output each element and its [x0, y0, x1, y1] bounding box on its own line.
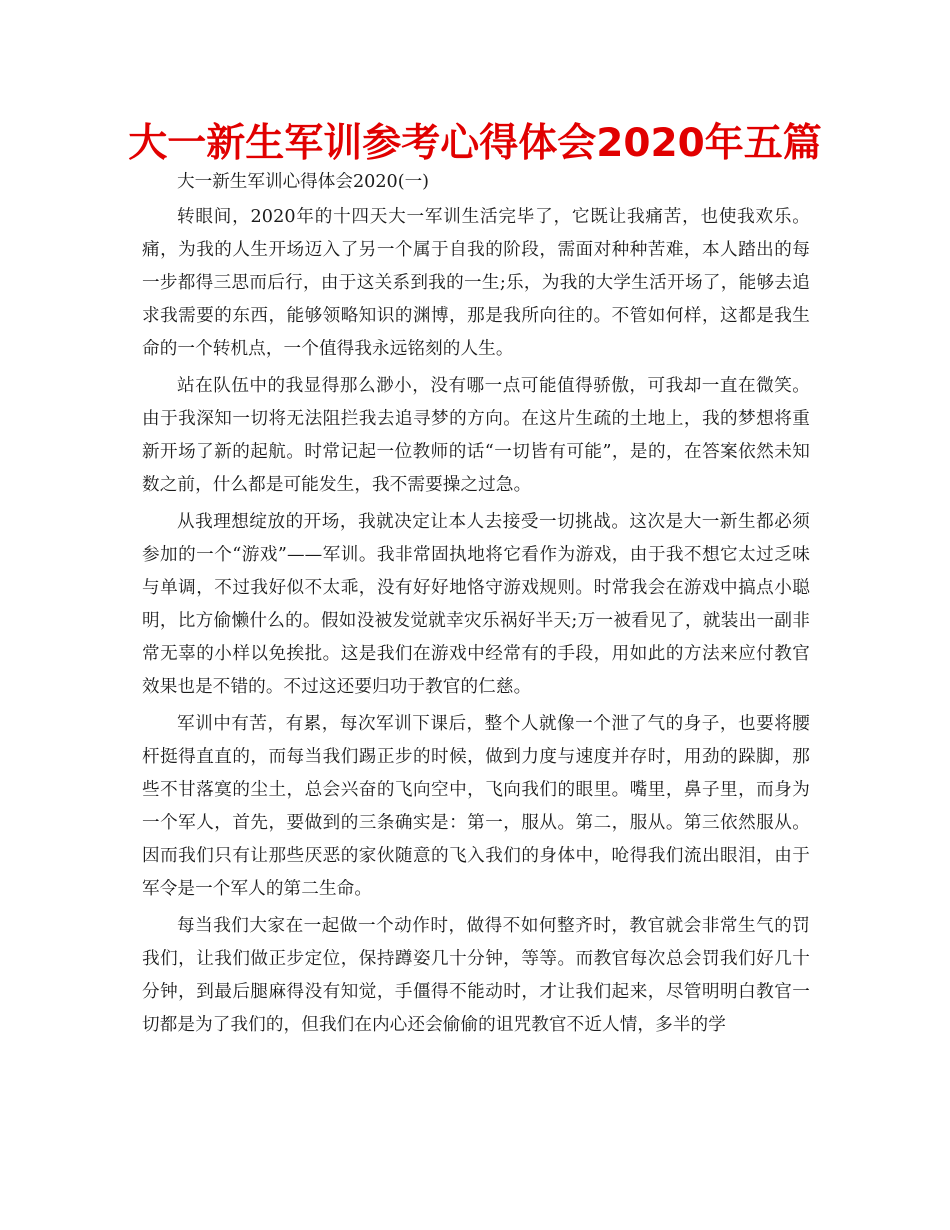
document-body — [142, 168, 810, 1042]
paragraph: 每当我们大家在一起做一个动作时，做得不如何整齐时，教官就会非常生气的罚我们，让我们做正步定位，保持蹲姿几十分钟，等等。而教官每次总会罚我们好几十分钟，到最后腿麻得没有知觉，手僵得不能动时，才让我们起来，尽管明明白教官一切都是为了我们的，但我们在内心还会偷偷的诅咒教官不近人情，多半的学 — [142, 916, 810, 1035]
section-heading: 大一新生军训心得体会2020(一) — [177, 172, 430, 192]
paragraph: 从我理想绽放的开场，我就决定让本人去接受一切挑战。这次是大一新生都必须参加的一个“游戏”——军训。我非常固执地将它看作为游戏，由于我不想它太过乏味与单调，不过我好似不太乖，没有好好地恪守游戏规则。时常我会在游戏中搞点小聪明，比方偷懒什么的。假如没被发觉就幸灾乐祸好半天;万一被看见了，就装出一副非常无辜的小样以免挨批。这是我们在游戏中经常有的手段，用如此的方法来应付教官效果也是不错的。不过这还要归功于教官的仁慈。 — [142, 512, 810, 697]
paragraph: 转眼间，2020年的十四天大一军训生活完毕了，它既让我痛苦，也使我欢乐。痛，为我的人生开场迈入了另一个属于自我的阶段，需面对种种苦难，本人踏出的每一步都得三思而后行，由于这关系到我的一生;乐，为我的大学生活开场了，能够去追求我需要的东西，能够领略知识的渊博，那是我所向往的。不管如何样，这都是我生命的一个转机点，一个值得我永远铭刻的人生。 — [142, 207, 810, 359]
paragraph: 站在队伍中的我显得那么渺小，没有哪一点可能值得骄傲，可我却一直在微笑。由于我深知一切将无法阻拦我去追寻梦的方向。在这片生疏的土地上，我的梦想将重新开场了新的起航。时常记起一位教师的话“一切皆有可能”，是的，在答案依然未知数之前，什么都是可能发生，我不需要操之过急。 — [142, 376, 810, 495]
document-title: 大一新生军训参考心得体会2020年五篇 — [128, 121, 822, 166]
paragraph: 军训中有苦，有累，每次军训下课后，整个人就像一个泄了气的身子，也要将腰杆挺得直直的，而每当我们踢正步的时候，做到力度与速度并存时，用劲的跺脚，那些不甘落寞的尘土，总会兴奋的飞向空中，飞向我们的眼里。嘴里，鼻子里，而身为一个军人，首先，要做到的三条确实是：第一，服从。第二，服从。第三依然服从。因而我们只有让那些厌恶的家伙随意的飞入我们的身体中，呛得我们流出眼泪，由于军令是一个军人的第二生命。 — [142, 714, 810, 899]
